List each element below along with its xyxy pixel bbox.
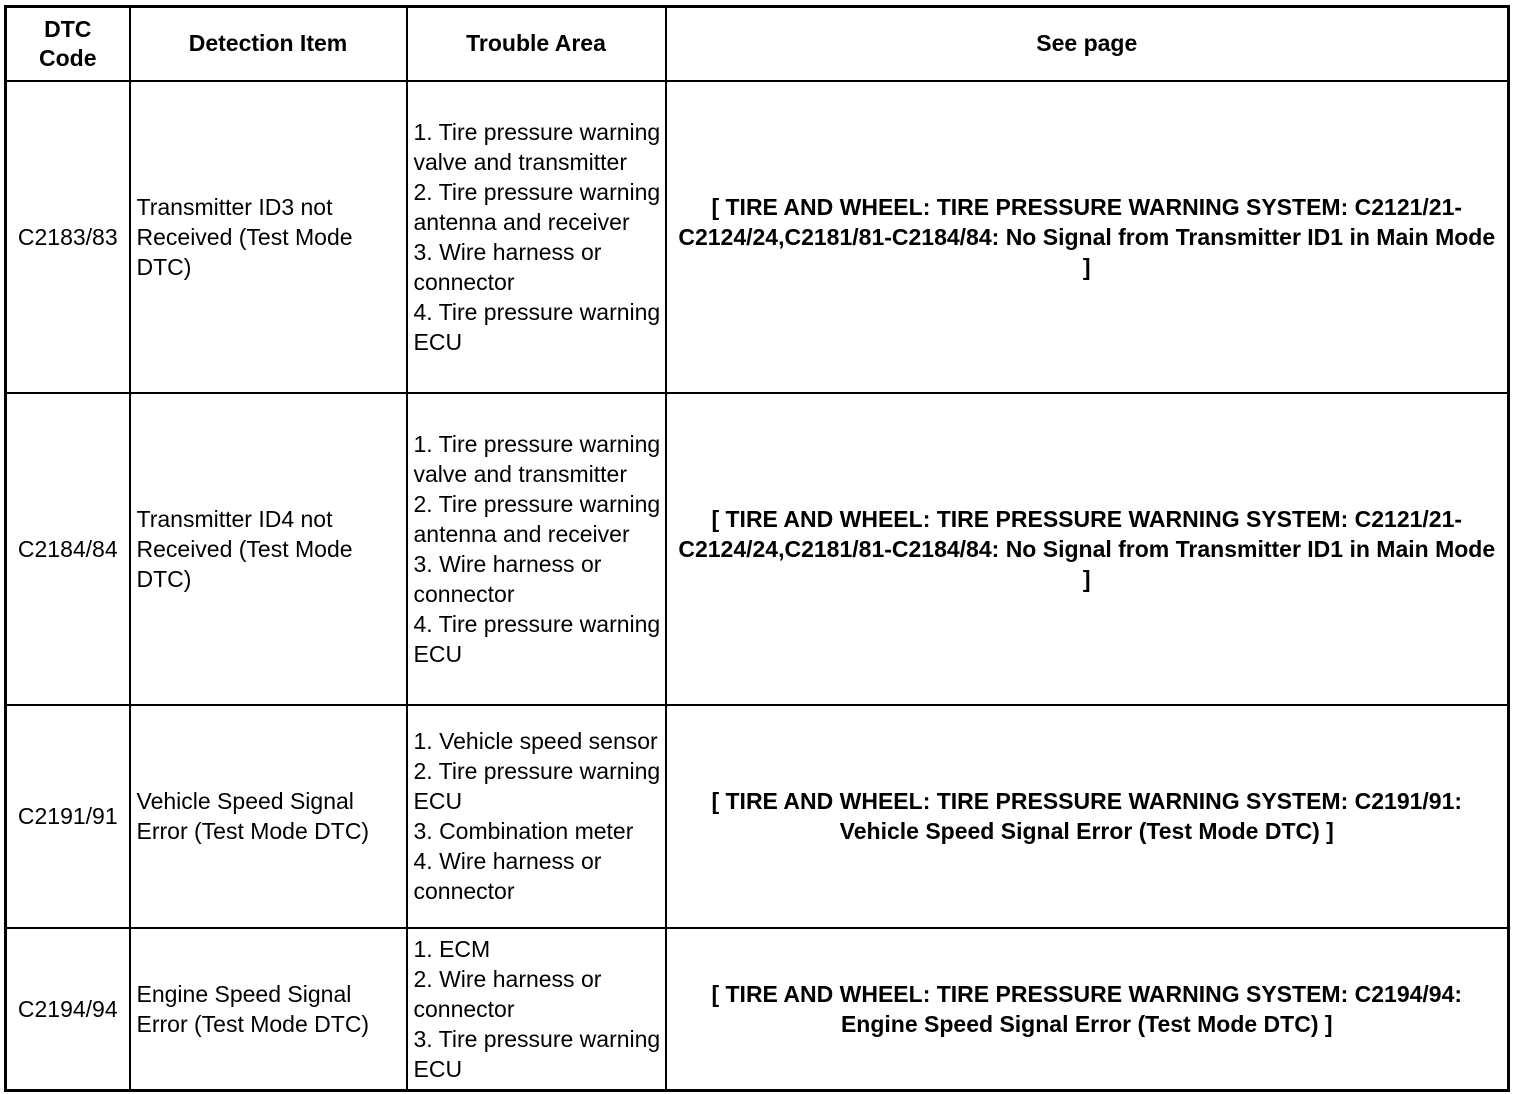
see-page-link[interactable]: [ TIRE AND WHEEL: TIRE PRESSURE WARNING SYSTEM: C2121/21-C2124/24,C2181/81-C2184/84: No Signal from Transmitter ID1 in Main Mode ] [666,393,1509,705]
trouble-area-cell [407,928,666,1091]
trouble-area-item: 3. Wire harness or connector [413,238,602,295]
trouble-area-cell [407,393,666,705]
table-row [6,705,1509,928]
trouble-area-item: 2. Wire harness or connector [413,965,602,1022]
detection-item-cell: Engine Speed Signal Error (Test Mode DTC) [130,928,407,1091]
header-dtc-code: DTC Code [6,7,130,81]
trouble-area-item: 3. Wire harness or connector [413,550,602,607]
table-row [6,81,1509,393]
dtc-code-cell: C2184/84 [6,393,130,705]
dtc-code-cell: C2191/91 [6,705,130,928]
trouble-area-item: 2. Tire pressure warning ECU [413,758,661,814]
table-row [6,393,1509,705]
detection-item-cell: Transmitter ID3 not Received (Test Mode DTC) [130,81,407,393]
trouble-area-item: 3. Tire pressure warning ECU [413,1025,661,1082]
trouble-area-item: 1. Vehicle speed sensor [413,728,658,754]
trouble-area-item: 4. Tire pressure warning ECU [413,298,661,355]
header-row [6,7,1509,81]
see-page-link[interactable]: [ TIRE AND WHEEL: TIRE PRESSURE WARNING SYSTEM: C2191/91: Vehicle Speed Signal Error (Test Mode DTC) ] [666,705,1509,928]
detection-item-cell: Transmitter ID4 not Received (Test Mode DTC) [130,393,407,705]
detection-item-cell: Vehicle Speed Signal Error (Test Mode DTC) [130,705,407,928]
dtc-code-cell: C2183/83 [6,81,130,393]
trouble-area-item: 3. Combination meter [413,818,634,844]
trouble-area-item: 2. Tire pressure warning antenna and receiver [413,178,661,235]
dtc-code-cell: C2194/94 [6,928,130,1091]
trouble-area-item: 1. Tire pressure warning valve and transmitter [413,430,661,487]
dtc-table [4,5,1510,1092]
trouble-area-item: 1. Tire pressure warning valve and transmitter [413,118,661,175]
see-page-link[interactable]: [ TIRE AND WHEEL: TIRE PRESSURE WARNING SYSTEM: C2121/21-C2124/24,C2181/81-C2184/84: No Signal from Transmitter ID1 in Main Mode ] [666,81,1509,393]
trouble-area-item: 1. ECM [413,935,491,962]
trouble-area-item: 2. Tire pressure warning antenna and receiver [413,490,661,547]
header-detection-item: Detection Item [130,7,407,81]
trouble-area-item: 4. Wire harness or connector [413,848,602,904]
header-see-page: See page [666,7,1509,81]
see-page-link[interactable]: [ TIRE AND WHEEL: TIRE PRESSURE WARNING SYSTEM: C2194/94: Engine Speed Signal Error (Test Mode DTC) ] [666,928,1509,1091]
trouble-area-cell [407,81,666,393]
trouble-area-item: 4. Tire pressure warning ECU [413,610,661,667]
trouble-area-cell [407,705,666,928]
table-row [6,928,1509,1091]
header-trouble-area: Trouble Area [407,7,666,81]
